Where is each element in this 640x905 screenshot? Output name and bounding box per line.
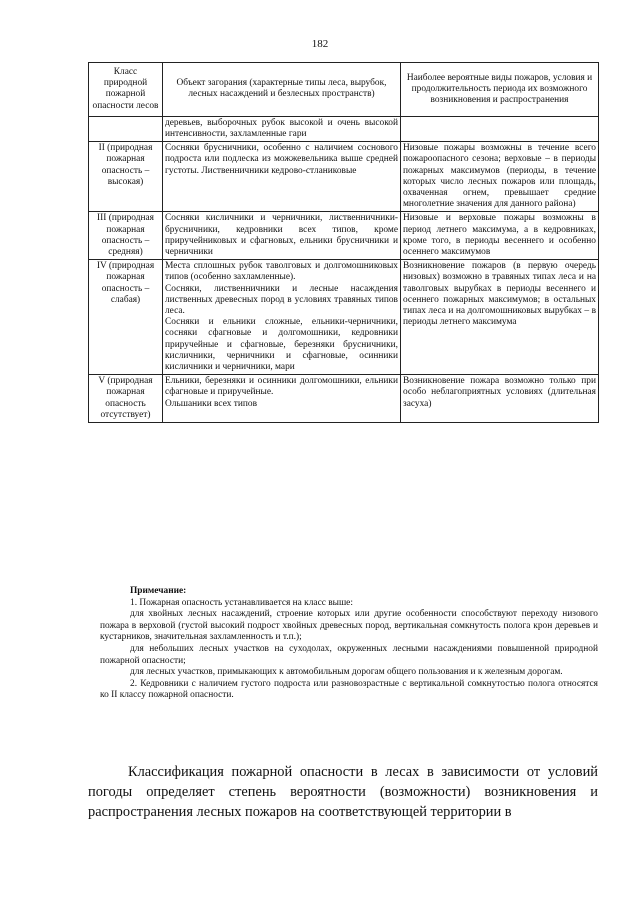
header-fires: Наиболее вероятные виды пожаров, условия и продолжительность периода их возможного возникновения и распространения: [401, 63, 599, 117]
cell-objects: [163, 212, 401, 260]
table-row-class-3: [89, 212, 599, 260]
table-row-continuation: [89, 116, 599, 141]
header-class: Класс природной пожарной опасности лесов: [89, 63, 163, 117]
note-line: для лесных участков, примыкающих к автомобильным дорогам общего пользования и к железным дорогам.: [130, 667, 563, 678]
table-row-class-4: [89, 260, 599, 375]
cell-objects: [163, 116, 401, 141]
body-paragraph: [88, 762, 598, 822]
note-title: Примечание:: [130, 586, 187, 596]
object-text: деревьев, выборочных рубок высокой и очень высокой интенсивности, захламленные гари: [165, 117, 398, 140]
cell-class: III (природная пожарная опасность – средняя): [89, 212, 163, 260]
cell-objects: [163, 142, 401, 212]
cell-class: V (природная пожарная опасность отсутствует): [89, 375, 163, 423]
note-line: 1. Пожарная опасность устанавливается на класс выше:: [130, 597, 353, 608]
table-row-class-5: [89, 375, 599, 423]
page-number: 182: [311, 38, 329, 50]
cell-objects: [163, 375, 401, 423]
object-text: Сосняки брусничники, особенно с наличием соснового подроста или подлеска из можжевельника выше средней густоты. Лиственничники кедрово-стланиковые: [165, 143, 398, 176]
cell-fires: [401, 116, 599, 141]
cell-fires: Низовые пожары возможны в течение всего пожароопасного сезона; верховые – в периоды пожарных максимумов (периоды, в течение которых число лесных пожаров или площадь, охваченная огнем, превышает средние многолетние значения для данного района): [401, 142, 599, 212]
cell-class: II (природная пожарная опасность – высокая): [89, 142, 163, 212]
cell-fires: Низовые и верховые пожары возможны в период летнего максимума, а в кедровниках, кроме того, в периоды весеннего и особенно осеннего максимумов: [401, 212, 599, 260]
note-line: для небольших лесных участков на суходолах, окруженных лесными насаждениями повышенной природной пожарной опасности;: [100, 643, 598, 666]
note-line: 2. Кедровники с наличием густого подроста или разновозрастные с вертикальной сомкнутостью полога относятся ко II классу пожарной опасности.: [100, 678, 598, 701]
paragraph-text: Классификация пожарной опасности в лесах в зависимости от условий погоды определяет степень вероятности (возможности) возникновения и распространения лесных пожаров на соответствующей территории в: [88, 764, 598, 820]
table-header-row: [89, 63, 599, 117]
object-text: Сосняки и ельники сложные, ельники-черничники, сосняки сфагновые и долгомошники, кедровники приручейные и сфагновые, березняки брусничники, кисличники, черничники и сфагновые, осинники кисличники и черничники, мари: [165, 317, 398, 373]
cell-objects: [163, 260, 401, 375]
cell-fires: Возникновение пожаров (в первую очередь низовых) возможно в травяных типах леса и на таволговых вырубках в периоды весеннего и осеннего пожарных максимумов; в остальных типах леса и на долгомошниковых вырубках – в периоды летнего максимума: [401, 260, 599, 375]
table-row-class-2: [89, 142, 599, 212]
table-note: [100, 586, 598, 702]
header-object: Объект загорания (характерные типы леса, вырубок, лесных насаждений и безлесных пространств): [163, 63, 401, 117]
cell-class: IV (природная пожарная опасность – слабая): [89, 260, 163, 375]
note-line: для хвойных лесных насаждений, строение которых или другие особенности способствуют переходу низового пожара в верховой (густой высокий подрост хвойных древесных пород, вертикальная сомкнутость полога крон деревьев и кустарников, значительная захламленность и т.п.);: [100, 609, 598, 643]
object-text: Ельники, березняки и осинники долгомошники, ельники сфагновые и приручейные.: [165, 376, 398, 398]
fire-hazard-table: [88, 62, 599, 423]
object-text: Сосняки, лиственничники и лесные насаждения лиственных древесных пород в условиях травяных типов леса.: [165, 283, 398, 317]
object-text: Места сплошных рубок таволговых и долгомошниковых типов (особенно захламленные).: [165, 261, 398, 283]
object-text: Ольшаники всех типов: [165, 398, 258, 409]
cell-fires: Возникновение пожара возможно только при особо неблагоприятных условиях (длительная засуха): [401, 375, 599, 423]
object-text: Сосняки кисличники и черничники, лиственничники-брусничники, кедровники всех типов, кроме приручейниковых и сфагновых, ельники брусничники и черничники: [165, 213, 398, 258]
cell-class: [89, 116, 163, 141]
